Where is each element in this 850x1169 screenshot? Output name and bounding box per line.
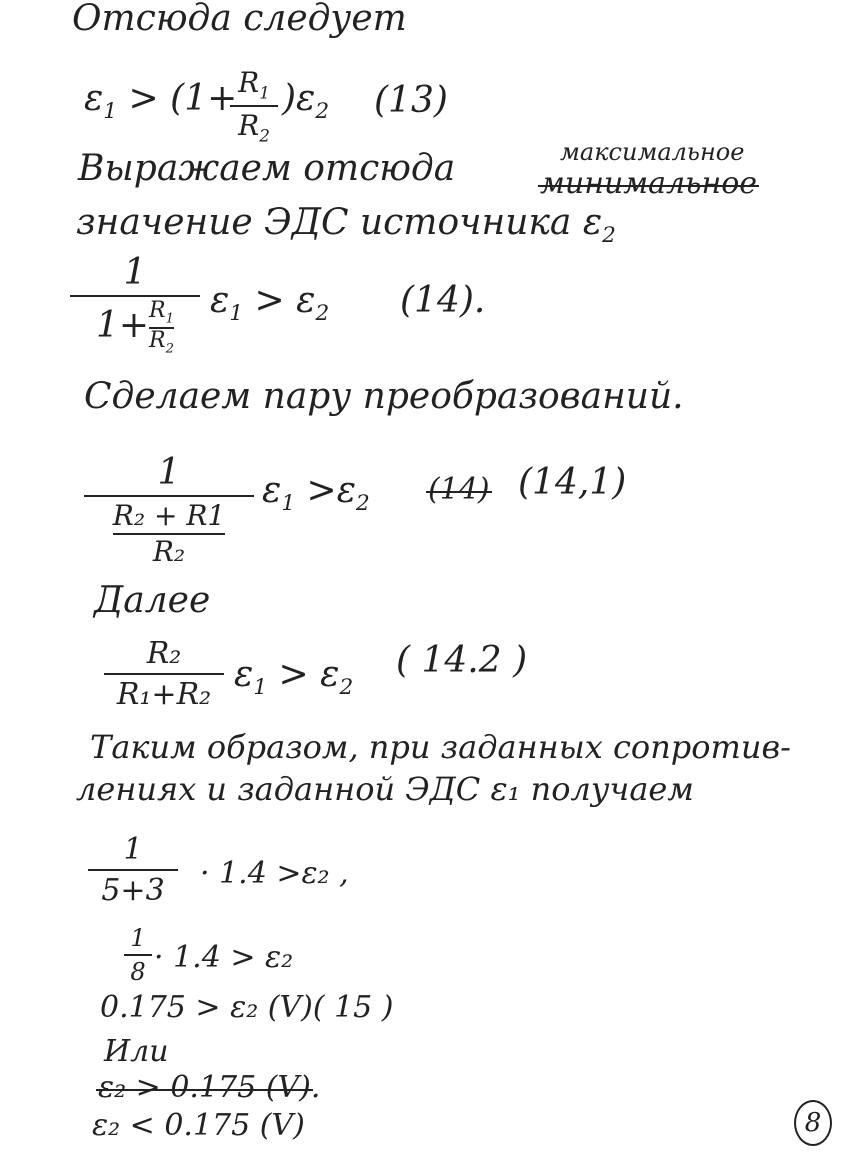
express-line-a: Выражаем отсюда xyxy=(78,148,456,189)
eq13-tag: (13) xyxy=(374,80,448,121)
eq141-fraction: 1 $\frac{\text{R₂ + R1}}{\text{R₂}}$ xyxy=(84,452,254,568)
eq141-struck-tag: (14) xyxy=(428,472,490,507)
inserted-word: максимальное xyxy=(560,138,745,166)
eq14-rhs: $\varepsilon_1 > \varepsilon_2$ xyxy=(210,280,330,327)
express-line-b: значение ЭДС источника $\varepsilon_2$ xyxy=(76,202,616,249)
eq15-line: 0.175 > ε₂ (V)( 15 ) xyxy=(100,990,394,1025)
eq142-tag: ( 14.2 ) xyxy=(396,640,528,681)
transform-line: Сделаем пару преобразований. xyxy=(84,376,684,417)
eq14-fraction: 1 1+ $\frac{R_1}{R_2}$ xyxy=(70,252,200,357)
eq141-tag: (14,1) xyxy=(518,462,627,503)
eq13-fraction: $R_1$ $R_2$ xyxy=(230,66,278,145)
further-line: Далее xyxy=(94,580,211,621)
eq141-rhs: $\varepsilon_1 >\varepsilon_2$ xyxy=(262,470,370,517)
or-line: Или xyxy=(104,1034,169,1069)
eq-eighth-fraction: 1 8 xyxy=(124,924,152,986)
eq-num-rhs: · 1.4 >ε₂ , xyxy=(200,856,349,891)
final-line: ε₂ < 0.175 (V) xyxy=(92,1108,305,1143)
thus-line-b: лениях и заданной ЭДС ε₁ получаем xyxy=(76,770,694,808)
eq14-tag: (14). xyxy=(400,280,486,321)
eq13-lhs: $\varepsilon_1 > (1+$ xyxy=(84,78,238,125)
eq-eighth-rhs: · 1.4 > ε₂ xyxy=(154,940,294,975)
eq142-fraction: R₂ R₁+R₂ xyxy=(104,636,224,712)
page-number: 8 xyxy=(794,1100,832,1146)
struck-word: минимальное xyxy=(540,166,758,201)
eq-num-fraction: 1 5+3 xyxy=(88,832,178,908)
eq142-rhs: $\varepsilon_1 > \varepsilon_2$ xyxy=(234,654,354,701)
heading-text: Отсюда следует xyxy=(72,0,407,39)
eq13-rhs: )$\varepsilon_2$ xyxy=(282,78,330,125)
struck-line: ε₂ > 0.175 (V). xyxy=(98,1070,321,1105)
thus-line-a: Таким образом, при заданных сопротив- xyxy=(90,728,791,766)
